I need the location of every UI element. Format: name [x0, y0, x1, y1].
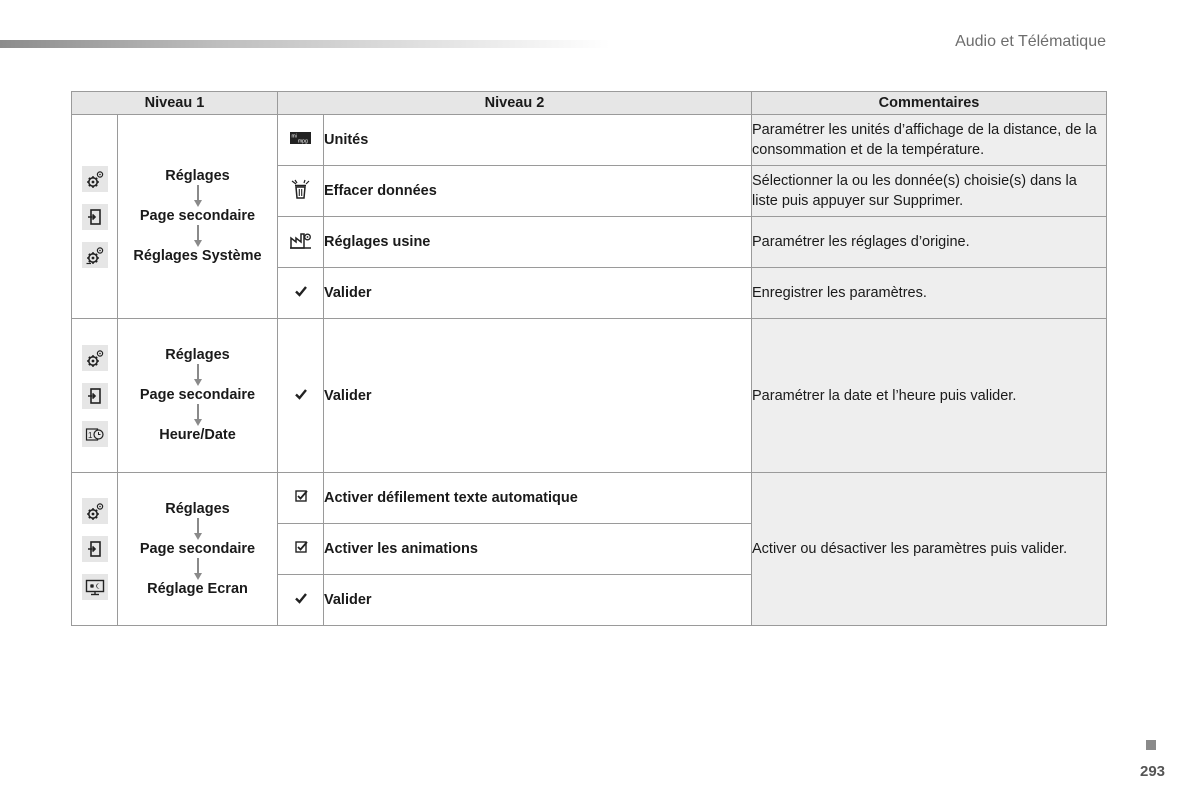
level2-label: Activer les animations [324, 524, 752, 575]
settings-icon [82, 166, 108, 192]
level2-label: Valider [324, 268, 752, 319]
level1-icons [72, 115, 118, 319]
comment-cell: Paramétrer les unités d’affichage de la distance, de la consommation et de la température. [752, 115, 1107, 166]
path-step-reglages-systeme: Réglages Système [133, 248, 262, 264]
down-arrow-icon [193, 518, 203, 541]
level2-label: Réglages usine [324, 217, 752, 268]
check-icon [278, 575, 324, 626]
level1-icons [72, 473, 118, 626]
secondary-page-icon [82, 536, 108, 562]
column-header-commentaires: Commentaires [752, 92, 1107, 115]
comment-cell: Sélectionner la ou les donnée(s) choisie(s) dans la liste puis appuyer sur Supprimer. [752, 166, 1107, 217]
factory-settings-icon [278, 217, 324, 268]
down-arrow-icon [193, 404, 203, 427]
comment-cell: Paramétrer la date et l’heure puis valider. [752, 319, 1107, 473]
path-step-reglages: Réglages [165, 500, 230, 517]
down-arrow-icon [193, 364, 203, 387]
page-marker [1146, 740, 1156, 750]
header-gradient-bar [0, 40, 610, 48]
erase-data-icon [278, 166, 324, 217]
level2-label: Valider [324, 575, 752, 626]
column-header-niveau-2: Niveau 2 [278, 92, 752, 115]
level2-label: Effacer données [324, 166, 752, 217]
table-row [72, 319, 1107, 473]
svg-text:mi: mi [291, 133, 297, 140]
settings-table [71, 91, 1107, 626]
path-step-heure-date: Heure/Date [159, 427, 236, 443]
down-arrow-icon [193, 558, 203, 581]
path-step-page-secondaire: Page secondaire [139, 208, 256, 224]
table-row [72, 115, 1107, 166]
check-icon [278, 268, 324, 319]
level1-path [118, 319, 278, 473]
clock-calendar-icon [82, 421, 108, 447]
settings-icon [82, 498, 108, 524]
check-icon [278, 319, 324, 473]
level2-label: Activer défilement texte automatique [324, 473, 752, 524]
path-step-reglages: Réglages [165, 347, 230, 363]
svg-text:1: 1 [87, 430, 92, 440]
path-step-reglages: Réglages [165, 168, 230, 184]
level1-path [118, 115, 278, 319]
secondary-page-icon [82, 383, 108, 409]
down-arrow-icon [193, 225, 203, 248]
checkbox-icon [278, 473, 324, 524]
settings-icon [82, 345, 108, 371]
comment-cell: Paramétrer les réglages d’origine. [752, 217, 1107, 268]
level1-icons [72, 319, 118, 473]
level2-label: Unités [324, 115, 752, 166]
path-step-reglage-ecran: Réglage Ecran [147, 580, 248, 597]
svg-text:mpg: mpg [297, 138, 308, 145]
section-title: Audio et Télématique [955, 33, 1106, 50]
secondary-page-icon [82, 204, 108, 230]
units-icon [278, 115, 324, 166]
down-arrow-icon [193, 185, 203, 208]
level1-path [118, 473, 278, 626]
table-row [72, 473, 1107, 524]
path-step-page-secondaire: Page secondaire [139, 540, 256, 557]
page-number: 293 [1140, 763, 1166, 780]
level2-label: Valider [324, 319, 752, 473]
screen-icon [82, 574, 108, 600]
comment-cell: Activer ou désactiver les paramètres puis valider. [752, 473, 1107, 626]
system-settings-icon [82, 242, 108, 268]
path-step-page-secondaire: Page secondaire [139, 387, 256, 403]
table-header-row [72, 92, 1107, 115]
checkbox-icon [278, 524, 324, 575]
column-header-niveau-1: Niveau 1 [72, 92, 278, 115]
comment-cell: Enregistrer les paramètres. [752, 268, 1107, 319]
